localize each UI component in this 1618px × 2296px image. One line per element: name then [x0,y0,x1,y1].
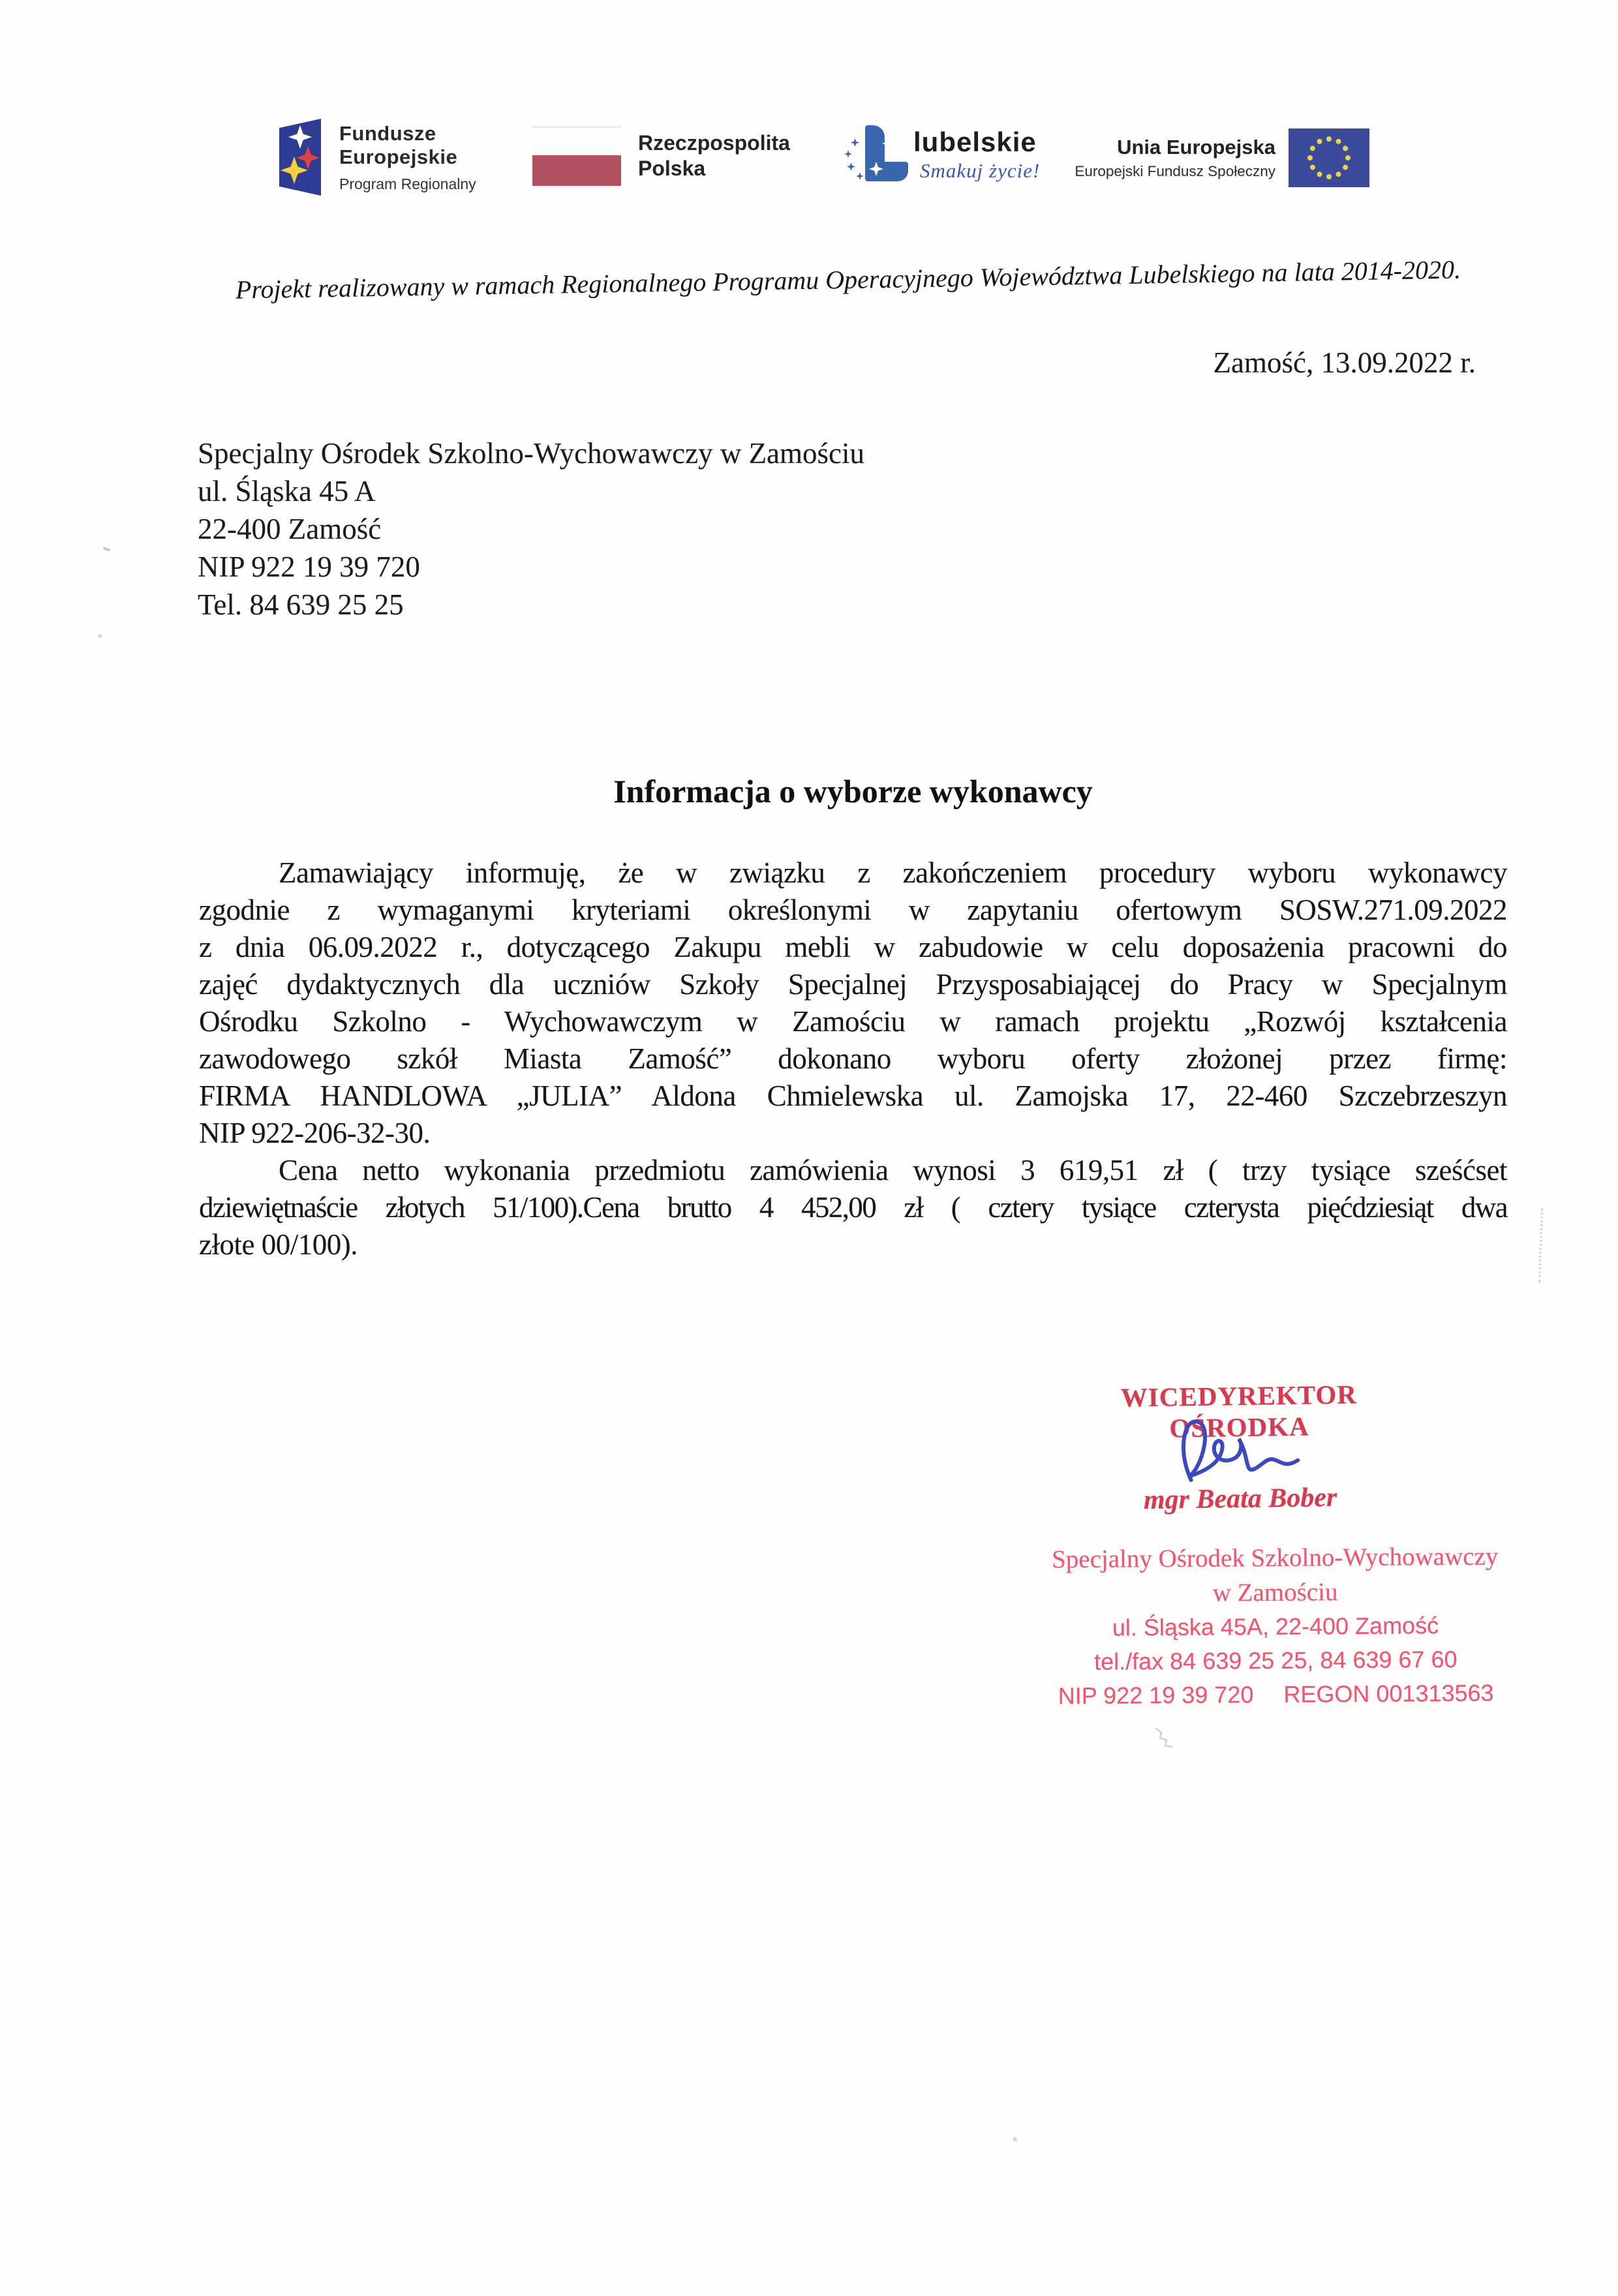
project-note: Projekt realizowany w ramach Regionalnego Programu Operacyjnego Województwa Lubelskiego na lata 2014-2020. [235,254,1461,305]
poland-logo-title: Rzeczpospolita Polska [638,131,790,180]
fundusze-logo-title: Fundusze Europejskie [339,121,458,168]
scan-speck [1013,2137,1017,2141]
stamp-institution-name: Specjalny Ośrodek Szkolno-Wychowawczy [1051,1542,1499,1574]
body-line: NIP 922-206-32-30. [199,1117,431,1149]
eu-logo-title: Unia Europejska [1117,136,1275,159]
body-line: dziewiętnaście złotych 51/100).Cena brutto 4 452,00 zł ( cztery tysiące czterysta pięćdziesiąt dwa [199,1191,1507,1224]
stamp-institution-city: w Zamościu [1212,1578,1338,1607]
logo-unia-europejska [1073,128,1369,187]
stamp-role-text: WICEDYREKTOR OŚRODKA [1120,1379,1358,1443]
scan-speck [98,634,102,638]
logo-fundusze-europejskie [279,119,476,196]
logo-rzeczpospolita-polska [532,126,790,186]
scan-smudge [1153,1726,1176,1749]
body-line: FIRMA HANDLOWA „JULIA” Aldona Chmielewska ul. Zamojska 17, 22-460 Szczebrzeszyn [199,1080,1507,1112]
sender-address-block [198,434,864,624]
eu-funding-logos-bar [0,0,1618,235]
sender-street: ul. Śląska 45 A [198,475,376,507]
stamp-institution-ids [1015,1676,1537,1714]
scan-streak [1538,1208,1543,1282]
stamp-signer-name: mgr Beata Bober [1143,1482,1337,1516]
body-line: z dnia 06.09.2022 r., dotyczącego Zakupu mebli w zabudowie w celu doposażenia pracowni do [199,931,1507,963]
fundusze-europejskie-flag-icon [279,119,321,196]
document-title: Informacja o wyborze wykonawcy [613,773,1093,809]
stamp-institution-address: ul. Śląska 45A, 22-400 Zamość [1112,1612,1439,1641]
sender-city: 22-400 Zamość [198,513,382,545]
stamp-institution-regon: REGON 001313563 [1283,1679,1494,1708]
lubelskie-logo-title: lubelskie [913,127,1037,157]
body-line: Cena netto wykonania przedmiotu zamówienia wynosi 3 619,51 zł ( trzy tysiące sześćset [279,1154,1507,1186]
institution-stamp [1014,1539,1537,1714]
body-line: zawodowego szkół Miasta Zamość” dokonano wyboru oferty złożonej przez firmę: [199,1042,1507,1075]
body-line: zgodnie z wymaganymi kryteriami określonymi w zapytaniu ofertowym SOSW.271.09.2022 [199,894,1507,926]
handwritten-signature-icon [1153,1401,1317,1501]
letter-body [199,854,1507,1263]
sender-name: Specjalny Ośrodek Szkolno-Wychowawczy w Zamościu [198,437,865,470]
lubelskie-logo-slogan: Smakuj życie! [920,159,1041,182]
sender-phone: Tel. 84 639 25 25 [198,588,404,621]
body-line: Ośrodku Szkolno - Wychowawczym w Zamościu w ramach projektu „Rozwój kształcenia [199,1005,1507,1038]
fundusze-logo-subtitle: Program Regionalny [339,175,476,192]
eu-logo-subtitle: Europejski Fundusz Społeczny [1075,163,1275,179]
stamp-institution-phone: tel./fax 84 639 25 25, 84 639 67 60 [1093,1646,1458,1675]
body-line: zajęć dydaktycznych dla uczniów Szkoły Specjalnej Przysposabiającej do Pracy w Specjalnym [199,968,1507,1001]
body-line: złote 00/100). [199,1228,358,1261]
stamp-institution-nip: NIP 922 19 39 720 [1058,1681,1254,1710]
scan-speck [103,547,111,551]
logo-lubelskie [842,121,1040,192]
lubelskie-l-icon [842,121,909,192]
dateline: Zamość, 13.09.2022 r. [1213,346,1476,379]
poland-flag-icon [532,126,621,186]
body-line: Zamawiający informuję, że w związku z zakończeniem procedury wyboru wykonawcy [279,856,1507,889]
eu-flag-icon [1289,128,1369,187]
sender-nip: NIP 922 19 39 720 [198,551,420,583]
vice-director-stamp [1076,1378,1404,1517]
